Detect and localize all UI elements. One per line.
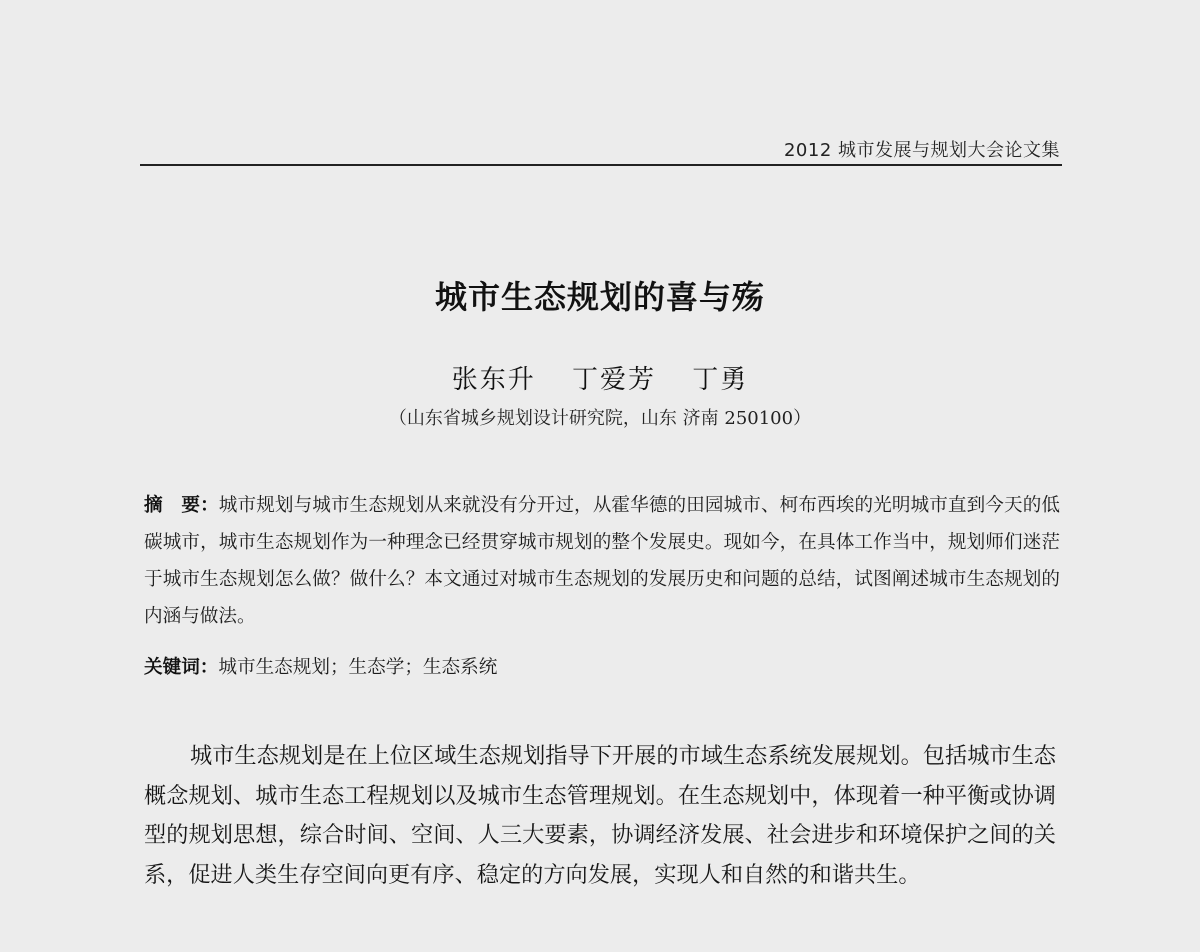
author-name: 丁勇: [692, 365, 749, 395]
author-name: 张东升: [451, 365, 536, 395]
author-name: 丁爱芳: [571, 365, 656, 395]
keywords: [144, 654, 1060, 682]
author-affiliation: （山东省城乡规划设计研究院，山东 济南 250100）: [388, 408, 812, 429]
running-header: 2012 城市发展与规划大会论文集: [783, 140, 1060, 161]
header-rule: [140, 164, 1062, 166]
abstract-label: 摘 要：: [144, 495, 219, 516]
paper-title: 城市生态规划的喜与殇: [434, 278, 765, 316]
keywords-text: 城市生态规划；生态学；生态系统: [218, 657, 498, 678]
author-list: [0, 359, 1200, 396]
abstract-text: 城市规划与城市生态规划从来就没有分开过，从霍华德的田园城市、柯布西埃的光明城市直到今天的低碳城市，城市生态规划作为一种理念已经贯穿城市规划的整个发展史。现如今，在具体工作当中，规划师们迷茫于城市生态规划怎么做？做什么？本文通过对城市生态规划的发展历史和问题的总结，试图阐述城市生态规划的内涵与做法。: [144, 495, 1060, 627]
abstract: [144, 487, 1060, 635]
keywords-label: 关键词：: [144, 657, 219, 678]
body-paragraph: 城市生态规划是在上位区域生态规划指导下开展的市域生态系统发展规划。包括城市生态概念规划、城市生态工程规划以及城市生态管理规划。在生态规划中，体现着一种平衡或协调型的规划思想，综合时间、空间、人三大要素，协调经济发展、社会进步和环境保护之间的关系，促进人类生存空间向更有序、稳定的方向发展，实现人和自然的和谐共生。: [144, 743, 1056, 888]
